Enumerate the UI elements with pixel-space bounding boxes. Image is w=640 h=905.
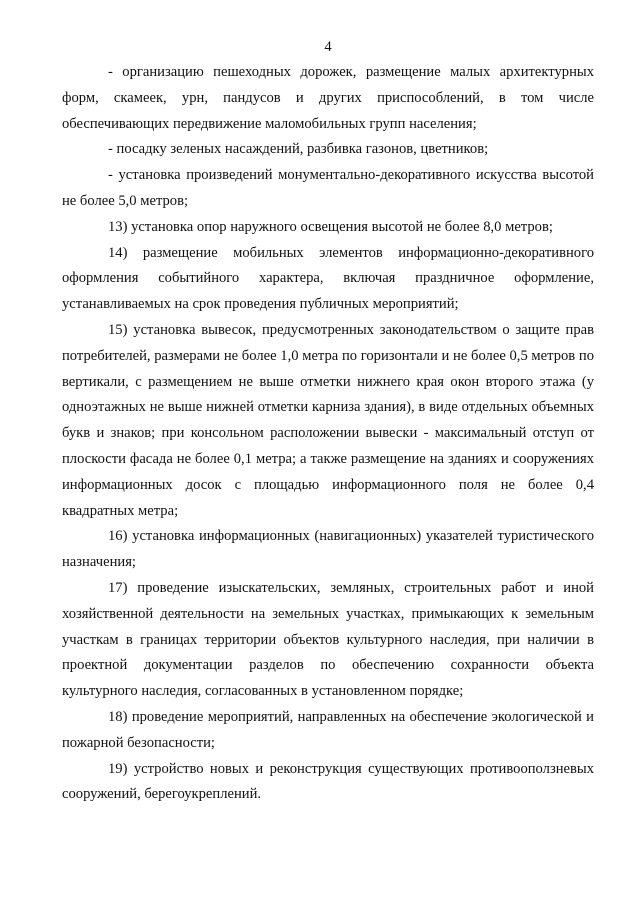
paragraph-pedestrian-paths: - организацию пешеходных дорожек, размещение малых архитектурных форм, скамеек, урн, пандусов и других приспособлений, в том числе обеспечивающих передвижение маломобильных групп населения;: [62, 64, 594, 132]
paragraph-item-18: 18) проведение мероприятий, направленных на обеспечение экологической и пожарной безопасности;: [62, 708, 594, 751]
paragraph-monumental-art: - установка произведений монументально-декоративного искусства высотой не более 5,0 метров;: [62, 167, 594, 209]
paragraph-item-17: 17) проведение изыскательских, земляных, строительных работ и иной хозяйственной деятельности на земельных участках, примыкающих к земельным участкам в границах территории объектов культурного наследия, при наличии в проектной документации разделов по обеспечению сохранности объекта культурного наследия, согласованных в установленном порядке;: [62, 579, 594, 700]
paragraph-item-19: 19) устройство новых и реконструкция существующих противооползневых сооружений, берегоукреплений.: [62, 760, 594, 803]
paragraph-green-planting: - посадку зеленых насаждений, разбивка газонов, цветников;: [108, 141, 489, 158]
paragraph-item-15: 15) установка вывесок, предусмотренных законодательством о защите прав потребителей, размерами не более 1,0 метра по горизонтали и не более 0,5 метров по вертикали, с размещением не выше отметки нижнего края окон второго этажа (у одноэтажных не выше нижней отметки карниза здания), в виде отдельных объемных букв и знаков; при консольном расположении вывески - максимальный отступ от плоскости фасада не более 0,1 метра; а также размещение на зданиях и сооружениях информационных досок с площадью информационного поля не более 0,4 квадратных метра;: [62, 321, 594, 519]
paragraph-item-14: 14) размещение мобильных элементов информационно-декоративного оформления событийного характера, включая праздничное оформление, устанавливаемых на срок проведения публичных мероприятий;: [62, 244, 594, 313]
page-number: 4: [324, 39, 332, 55]
document-page: [62, 34, 594, 808]
paragraph-item-13: 13) установка опор наружного освещения высотой не более 8,0 метров;: [108, 218, 553, 235]
paragraph-item-16: 16) установка информационных (навигационных) указателей туристического назначения;: [62, 528, 594, 571]
